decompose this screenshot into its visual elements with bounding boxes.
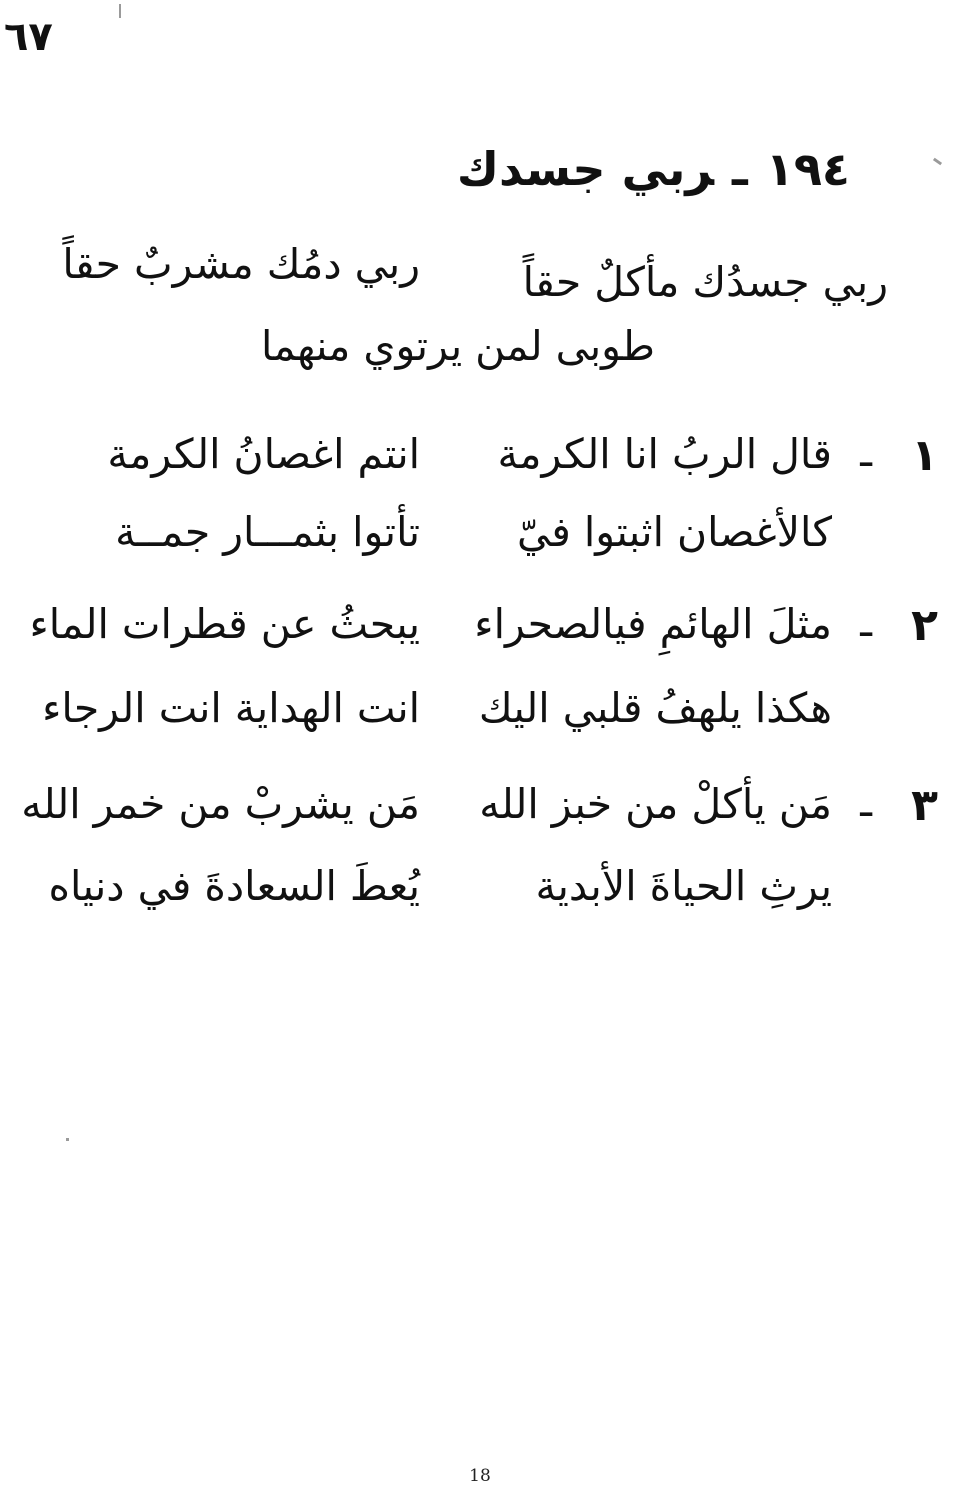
verse-1-line2-second: تأتوا بثمـــار جمــة bbox=[115, 508, 420, 556]
verse-2-line2-first: هكذا يلهفُ قلبي اليك bbox=[478, 684, 832, 732]
verse-1-line1-second: انتم اغصانُ الكرمة bbox=[107, 430, 420, 478]
verse-3-line1-second: مَن يشربْ من خمر الله bbox=[21, 780, 420, 828]
scan-speck bbox=[119, 4, 121, 18]
chorus-line1-first: ربي جسدُك مأكلٌ حقاً bbox=[522, 258, 888, 306]
hymn-number: ١٩٤ bbox=[765, 142, 850, 196]
hymn-title bbox=[457, 142, 850, 196]
verse-3-line1-first: مَن يأكلْ من خبز الله bbox=[479, 780, 832, 828]
verse-number: ٢ bbox=[911, 600, 938, 651]
verse-number: ١ bbox=[911, 430, 938, 481]
verse-number: ٣ bbox=[911, 780, 938, 831]
page-number: ٦٧ bbox=[4, 14, 53, 60]
footer-page-number: 18 bbox=[469, 1466, 491, 1486]
verse-3-line2-second: يُعطَ السعادةَ في دنياه bbox=[48, 862, 420, 910]
verse-3-line2-first: يرثِ الحياةَ الأبدية bbox=[535, 862, 832, 910]
hymn-title-text: ربي جسدك bbox=[456, 142, 715, 196]
title-dash: ـ bbox=[732, 142, 748, 196]
verse-dash: ـ bbox=[860, 430, 872, 476]
verse-1-line1-first: قال الربُ انا الكرمة bbox=[497, 430, 832, 478]
verse-dash: ـ bbox=[860, 780, 872, 826]
verse-2-line1-second: يبحثُ عن قطرات الماء bbox=[29, 600, 420, 648]
verse-2-line2-second: انت الهداية انت الرجاء bbox=[42, 684, 420, 732]
scan-speck bbox=[66, 1138, 69, 1141]
verse-2-line1-first: مثلَ الهائمِ فيالصحراء bbox=[474, 600, 832, 648]
chorus-line1-second: ربي دمُك مشربٌ حقاً bbox=[62, 240, 420, 288]
scan-speck bbox=[933, 158, 942, 166]
verse-1-line2-first: كالأغصان اثبتوا فيّ bbox=[517, 508, 832, 556]
chorus-line2: طوبى لمن يرتوي منهما bbox=[260, 322, 655, 370]
verse-dash: ـ bbox=[860, 600, 872, 646]
